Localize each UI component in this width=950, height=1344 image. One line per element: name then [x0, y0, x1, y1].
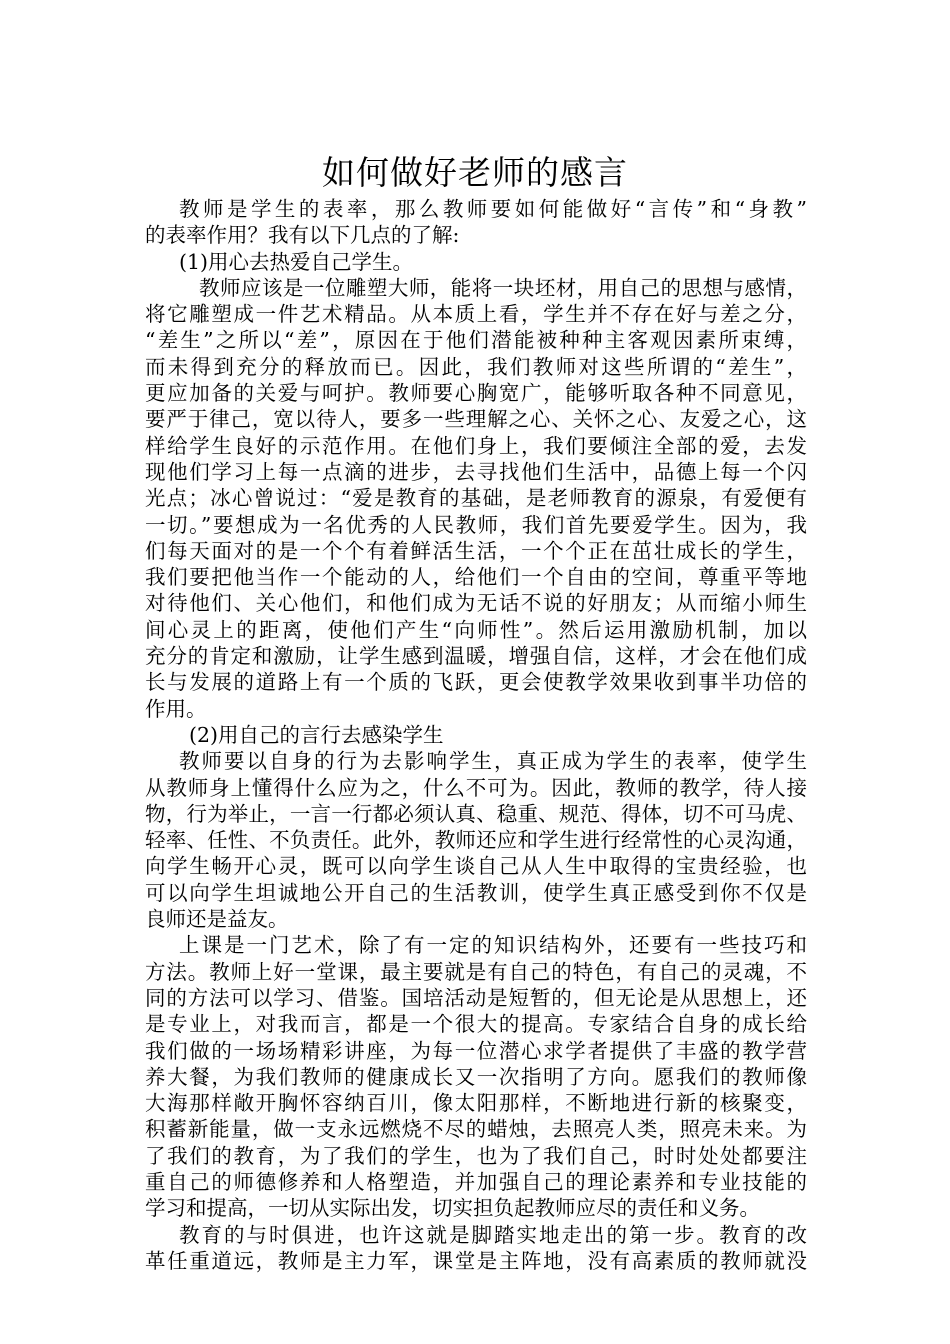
text-line: 我们做的一场场精彩讲座，为每一位潜心求学者提供了丰盛的教学营 — [145, 1038, 807, 1063]
text-line: (2)用自己的言行去感染学生 — [189, 722, 444, 747]
document-body — [145, 196, 807, 1274]
text-line: 间心灵上的距离，使他们产生“向师性”。然后运用激励机制，加以 — [145, 617, 807, 642]
text-line: “差生”之所以“差”，原因在于他们潜能被种种主客观因素所束缚， — [145, 328, 807, 353]
text-line: 长与发展的道路上有一个质的飞跃，更会使教学效果收到事半功倍的 — [145, 670, 807, 695]
text-line: 们每天面对的是一个个有着鲜活生活，一个个正在茁壮成长的学生， — [145, 538, 807, 563]
text-line: 教育的与时俱进，也许这就是脚踏实地走出的第一步。教育的改 — [179, 1222, 807, 1247]
text-line: 而未得到充分的释放而已。因此，我们教师对这些所谓的“差生”， — [145, 354, 807, 379]
text-line: 现他们学习上每一点滴的进步，去寻找他们生活中，品德上每一个闪 — [145, 459, 807, 484]
text-line: 要严于律己，宽以待人，要多一些理解之心、关怀之心、友爱之心，这 — [145, 407, 807, 432]
text-line: 革任重道远，教师是主力军，课堂是主阵地，没有高素质的教师就没 — [145, 1248, 807, 1273]
text-line: 是专业上，对我而言，都是一个很大的提高。专家结合自身的成长给 — [145, 1012, 807, 1037]
text-line: 重自己的师德修养和人格塑造，并加强自己的理论素养和专业技能的 — [145, 1169, 807, 1194]
text-line: 方法。教师上好一堂课，最主要就是有自己的特色，有自己的灵魂，不 — [145, 959, 807, 984]
text-line: 对待他们、关心他们，和他们成为无话不说的好朋友；从而缩小师生 — [145, 591, 807, 616]
text-line: 更应加备的关爱与呵护。教师要心胸宽广，能够听取各种不同意见， — [145, 381, 807, 406]
text-line: 从教师身上懂得什么应为之，什么不可为。因此，教师的教学，待人接 — [145, 775, 807, 800]
text-line: 了我们的教育，为了我们的学生，也为了我们自己，时时处处都要注 — [145, 1143, 807, 1168]
text-line: 教师是学生的表率，那么教师要如何能做好“言传”和“身教” — [179, 197, 807, 221]
text-line: 物，行为举止，一言一行都必须认真、稳重、规范、得体，切不可马虎、 — [145, 801, 807, 826]
text-line: 将它雕塑成一件艺术精品。从本质上看，学生并不存在好与差之分， — [145, 302, 807, 327]
text-line: 积蓄新能量，做一支永远燃烧不尽的蜡烛，去照亮人类，照亮未来。为 — [145, 1117, 807, 1142]
text-line: 良师还是益友。 — [145, 907, 289, 932]
text-line: 同的方法可以学习、借鉴。国培活动是短暂的，但无论是从思想上，还 — [145, 985, 807, 1010]
text-line: 光点；冰心曾说过：“爱是教育的基础，是老师教育的源泉，有爱便有 — [145, 486, 807, 511]
text-line: 可以向学生坦诚地公开自己的生活教训，使学生真正感受到你不仅是 — [145, 880, 807, 905]
text-line: 的表率作用？我有以下几点的了解: — [145, 223, 460, 248]
text-line: 教师要以自身的行为去影响学生，真正成为学生的表率，使学生 — [179, 749, 807, 774]
text-line: 充分的肯定和激励，让学生感到温暖，增强自信，这样，才会在他们成 — [145, 644, 807, 669]
text-line: 教师应该是一位雕塑大师，能将一块坯材，用自己的思想与感情， — [199, 275, 807, 300]
text-line: 上课是一门艺术，除了有一定的知识结构外，还要有一些技巧和 — [179, 933, 807, 958]
text-line: 作用。 — [145, 696, 207, 721]
text-line: 一切。”要想成为一名优秀的人民教师，我们首先要爱学生。因为，我 — [145, 512, 807, 537]
page-title: 如何做好老师的感言 — [322, 153, 628, 192]
text-line: 养大餐，为我们教师的健康成长又一次指明了方向。愿我们的教师像 — [145, 1064, 807, 1089]
text-line: 向学生畅开心灵，既可以向学生谈自己从人生中取得的宝贵经验，也 — [145, 854, 807, 879]
text-line: 样给学生良好的示范作用。在他们身上，我们要倾注全部的爱，去发 — [145, 433, 807, 458]
text-line: 大海那样敞开胸怀容纳百川，像太阳那样，不断地进行新的核聚变， — [145, 1091, 807, 1116]
text-line: 学习和提高，一切从实际出发，切实担负起教师应尽的责任和义务。 — [145, 1196, 760, 1221]
text-line: 我们要把他当作一个能动的人，给他们一个自由的空间，尊重平等地 — [145, 565, 807, 590]
text-line: (1)用心去热爱自己学生。 — [179, 249, 414, 274]
text-line: 轻率、任性、不负责任。此外，教师还应和学生进行经常性的心灵沟通， — [145, 828, 807, 853]
